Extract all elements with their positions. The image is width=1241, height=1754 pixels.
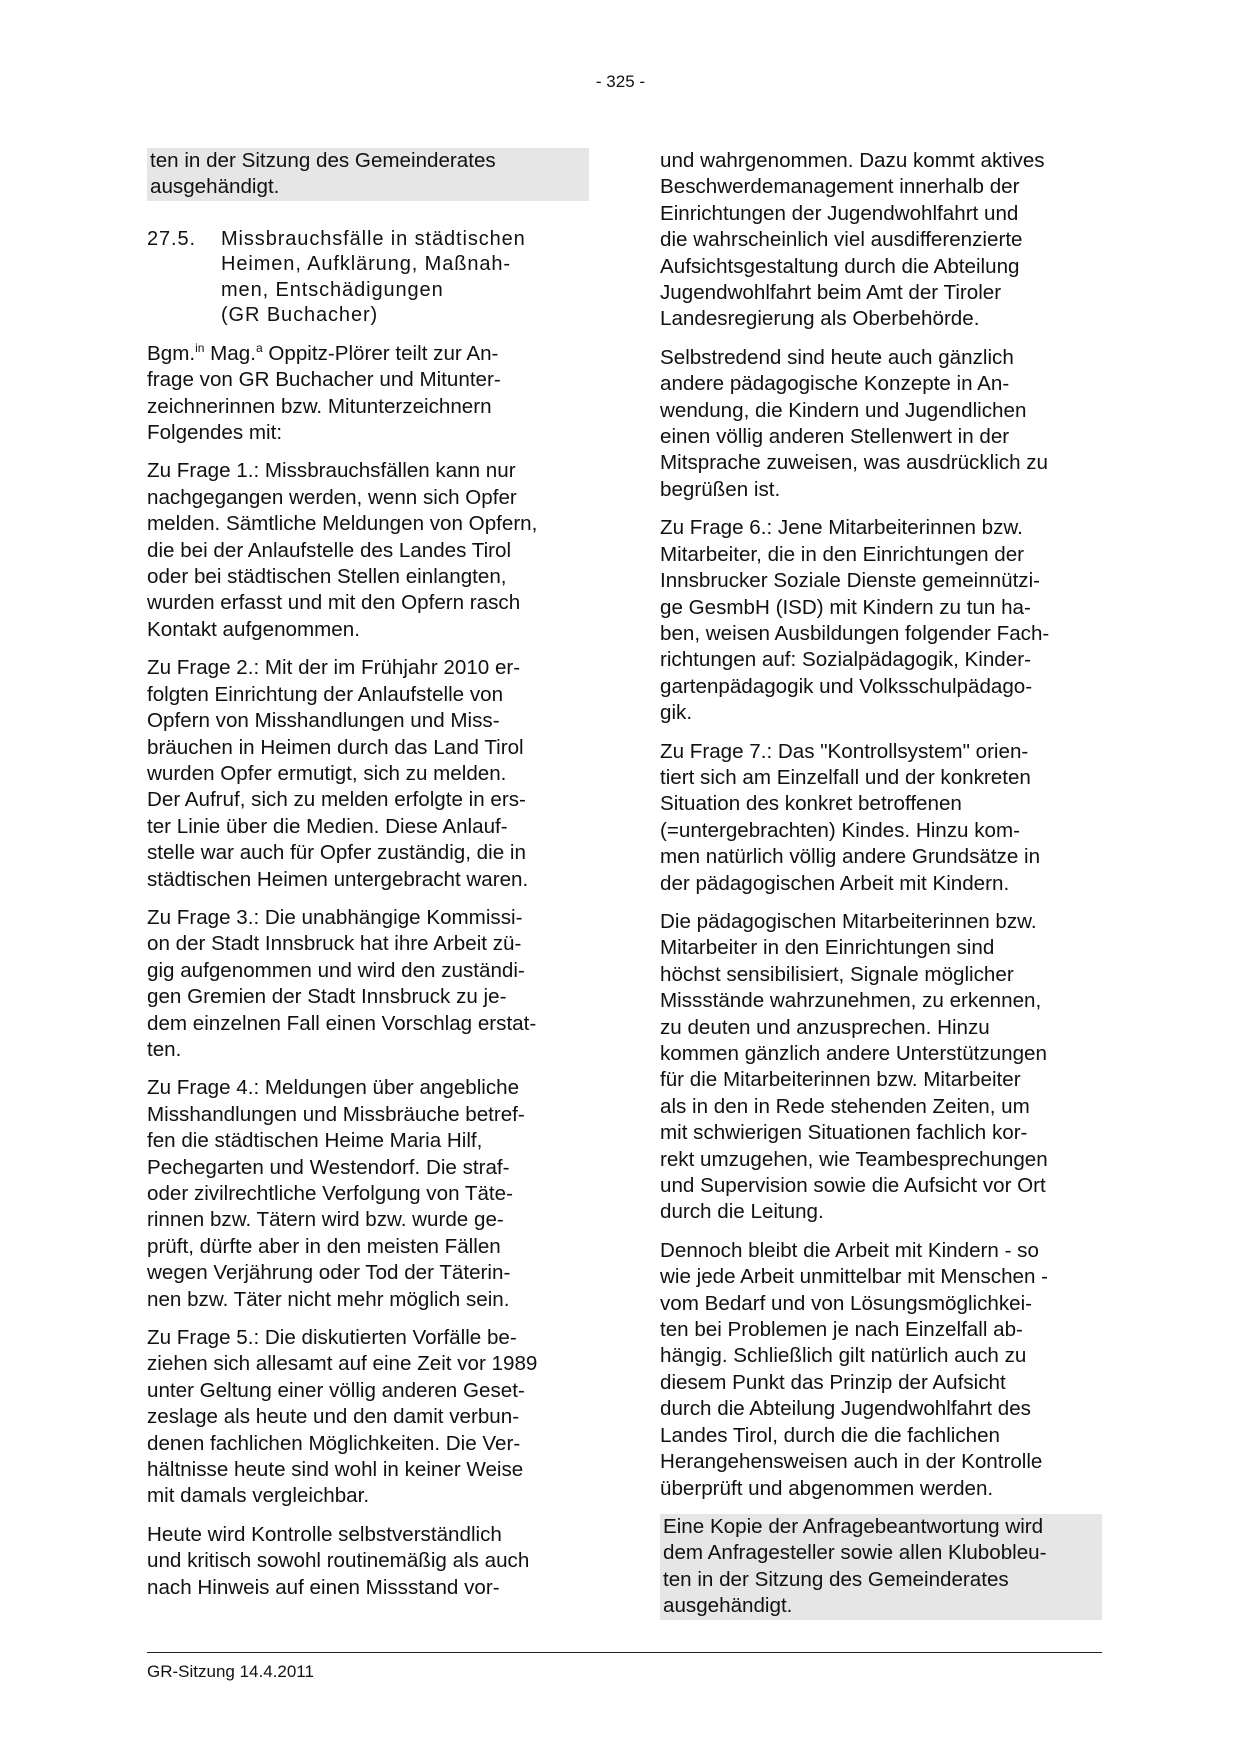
intro-sup-a: a (255, 340, 263, 355)
paragraph-frage-1: Zu Frage 1.: Missbrauchsfällen kann nur nachgegangen werden, wenn sich Opfer melden. Sämtliche Meldungen von Opfern, die bei der Anlaufstelle des Landes Tirol oder bei städtischen Stellen einlangten, wurden erfasst und mit den Opfern rasch Kontakt aufgenommen. (147, 459, 538, 641)
intro-rest: Oppitz-Plörer teilt zur An- frage von GR Buchacher und Mitunter- zeichnerinnen bzw. Mitunterzeichnern Folgendes mit: (147, 341, 501, 445)
paragraph-frage-6: Zu Frage 6.: Jene Mitarbeiterinnen bzw. Mitarbeiter, die in den Einrichtungen der Innsbrucker Soziale Dienste gemeinnützi- ge GesmbH (ISD) mit Kindern zu tun ha- ben, weisen Ausbildungen folgender Fach- richtungen auf: Sozialpädagogik, Kinder- gartenpädagogik und Volksschulpädago- gik. (660, 516, 1050, 725)
paragraph-dennoch: Dennoch bleibt die Arbeit mit Kindern - so wie jede Arbeit unmittelbar mit Menschen - vom Bedarf und von Lösungsmöglichkei- ten bei Problemen je nach Einzelfall ab- hängig. Schließlich gilt natürlich auch zu diesem Punkt das Prinzip der Aufsicht durch die Abteilung Jugendwohlfahrt des Landes Tirol, durch die die fachlichen Herangehensweisen auch in der Kontrolle überprüft und abgenommen werden. (660, 1238, 1049, 1500)
section-title: Missbrauchsfälle in städtischen Heimen, Aufklärung, Maßnah- men, Entschädigungen (GR Buchacher) (221, 227, 526, 327)
paragraph-frage-5: Zu Frage 5.: Die diskutierten Vorfälle be- ziehen sich allesamt auf eine Zeit vor 1989 unter Geltung einer völlig anderen Geset- zeslage als heute und den damit verbun- denen fachlichen Möglichkeiten. Die Ver- hältnisse heute sind wohl in keiner Weise mit damals vergleichbar. (147, 1326, 538, 1508)
intro-mag: Mag. (204, 341, 256, 365)
section-number: 27.5. (147, 227, 196, 250)
intro-sup-in: in (195, 340, 205, 355)
shaded-intro-text: ten in der Sitzung des Gemeinderates ausgehändigt. (147, 148, 589, 201)
shaded-closing-text: Eine Kopie der Anfragebeantwortung wird dem Anfragesteller sowie allen Klubobleu- ten in der Sitzung des Gemeinderates ausgehändigt. (660, 1514, 1102, 1620)
paragraph-continuation: und wahrgenommen. Dazu kommt aktives Beschwerdemanagement innerhalb der Einrichtungen der Jugendwohlfahrt und die wahrscheinlich viel ausdifferenzierte Aufsichtsgestaltung durch die Abteilung Jugendwohlfahrt beim Amt der Tiroler Landesregierung als Oberbehörde. (660, 149, 1045, 331)
paragraph-konzepte: Selbstredend sind heute auch gänzlich andere pädagogische Konzepte in An- wendung, die Kindern und Jugendlichen einen völlig anderen Stellenwert in der Mitsprache zuweisen, was ausdrücklich zu begrüßen ist. (660, 345, 1049, 501)
section-heading (147, 227, 589, 329)
paragraph-frage-4: Zu Frage 4.: Meldungen über angebliche Misshandlungen und Missbräuche betref- fen die städtischen Heime Maria Hilf, Pechegarten und Westendorf. Die straf- oder zivilrechtliche Verfolgung von Täte- rinnen bzw. Tätern wird bzw. wurde ge- prüft, dürfte aber in den meisten Fällen wegen Verjährung oder Tod der Täterin- nen bzw. Täter nicht mehr möglich sein. (147, 1076, 525, 1311)
intro-paragraph (147, 341, 589, 447)
left-column (147, 148, 589, 1613)
page-number: - 325 - (595, 72, 646, 91)
paragraph-mitarbeiter: Die pädagogischen Mitarbeiterinnen bzw. Mitarbeiter in den Einrichtungen sind höchst sensibilisiert, Signale möglicher Missstände wahrzunehmen, zu erkennen, zu deuten und anzusprechen. Hinzu kommen gänzlich andere Unterstützungen für die Mitarbeiterinnen bzw. Mitarbeiter als in den in Rede stehenden Zeiten, um mit schwierigen Situationen fachlich kor- rekt umzugehen, wie Teambesprechungen und Supervision sowie die Aufsicht vor Ort durch die Leitung. (660, 909, 1048, 1224)
paragraph-frage-3: Zu Frage 3.: Die unabhängige Kommissi- on der Stadt Innsbruck hat ihre Arbeit zü- gig aufgenommen und wird den zuständi- gen Gremien der Stadt Innsbruck zu je- dem einzelnen Fall einen Vorschlag erstat- ten. (147, 905, 537, 1061)
footer-session-date: GR-Sitzung 14.4.2011 (147, 1662, 314, 1681)
right-column (660, 148, 1102, 1632)
intro-bgm: Bgm. (147, 341, 196, 365)
paragraph-frage-7: Zu Frage 7.: Das "Kontrollsystem" orien- tiert sich am Einzelfall und der konkreten Situation des konkret betroffenen (=untergebrachten) Kindes. Hinzu kom- men natürlich völlig andere Grundsätze in der pädagogischen Arbeit mit Kindern. (660, 739, 1041, 895)
footer-divider (147, 1652, 1102, 1653)
paragraph-frage-2: Zu Frage 2.: Mit der im Frühjahr 2010 er- folgten Einrichtung der Anlaufstelle von Opfern von Misshandlungen und Miss- bräuchen in Heimen durch das Land Tirol wurden Opfer ermutigt, sich zu melden. Der Aufruf, sich zu melden erfolgte in ers- ter Linie über die Medien. Diese Anlauf- stelle war auch für Opfer zuständig, die in städtischen Heimen untergebracht waren. (147, 656, 529, 891)
paragraph-kontrolle: Heute wird Kontrolle selbstverständlich und kritisch sowohl routinemäßig als auch nach Hinweis auf einen Missstand vor- (147, 1522, 530, 1599)
